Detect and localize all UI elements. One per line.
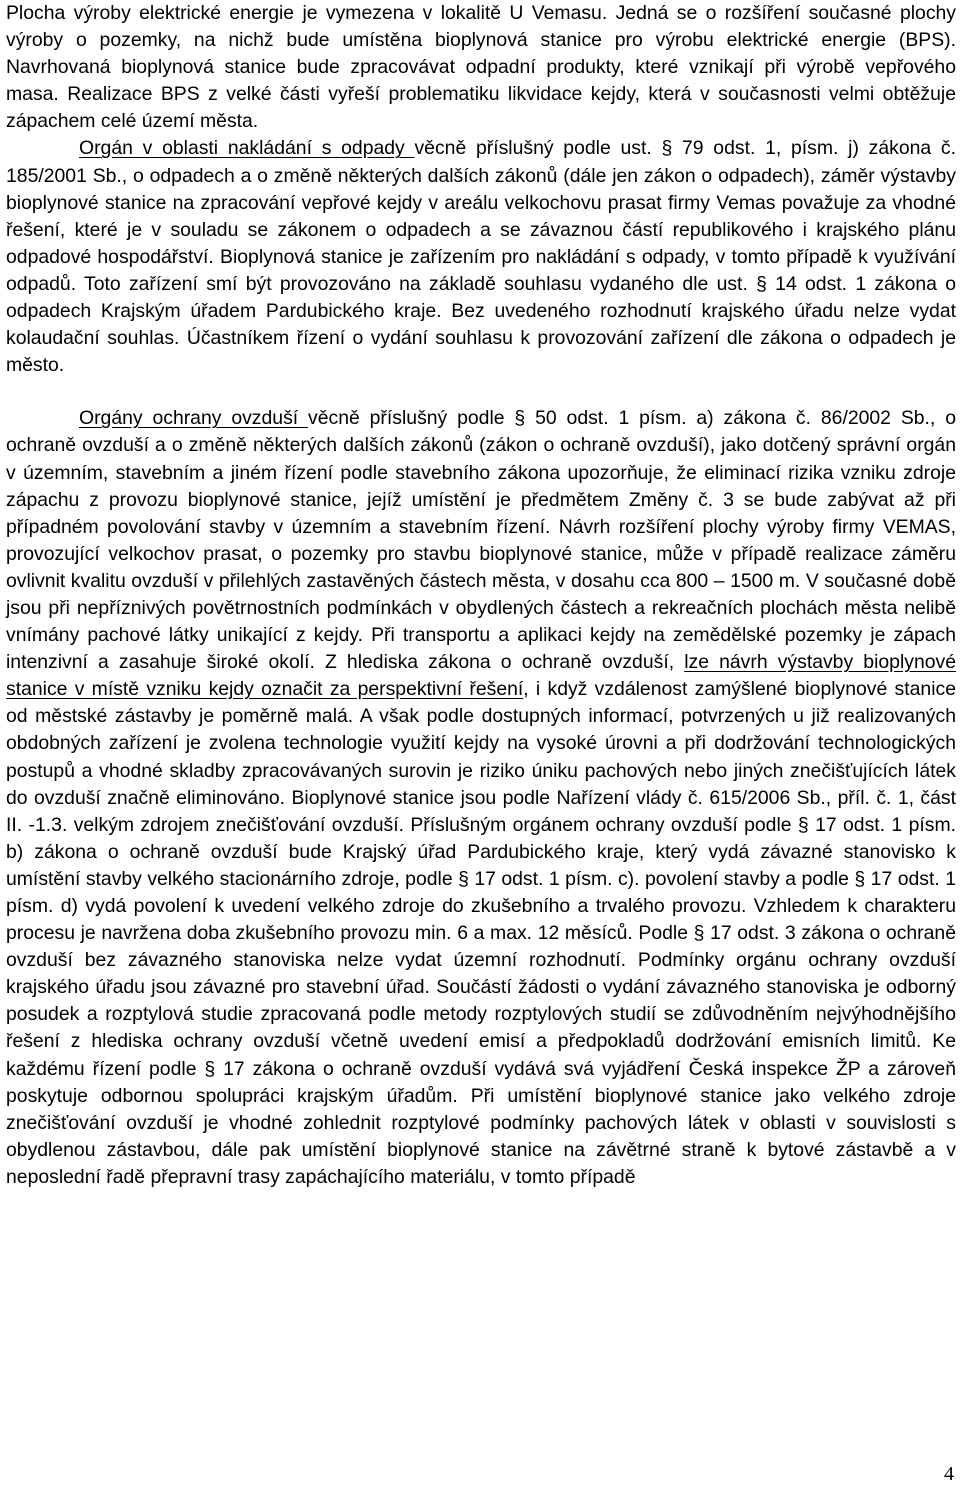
paragraph-text: věcně příslušný podle ust. § 79 odst. 1, písm. j) zákona č. 185/2001 Sb., o odpadech a o změně některých dalších zákonů (dále jen zákon o odpadech), záměr výstavby bioplynové stanice na zpracování vepřové kejdy v areálu velkochovu prasat firmy Vemas považuje za vhodné řešení, které je v souladu se zákonem o odpadech a se závaznou částí republikového i krajského plánu odpadové hospodářství. Bioplynová stanice je zařízením pro nakládání s odpady, v tomto případě k využívání odpadů. Toto zařízení smí být provozováno na základě souhlasu vydaného dle ust. § 14 odst. 1 zákona o odpadech Krajským úřadem Pardubického kraje. Bez uvedeného rozhodnutí krajského úřadu nelze vydat kolaudační souhlas. Účastníkem řízení o vydání souhlasu k provozování zařízení dle zákona o odpadech je město.	[6, 137, 956, 377]
paragraph-text: , i když vzdálenost zamýšlené bioplynové stanice od městské zástavby je poměrně malá. A však podle dostupných informací, potvrzených u již realizovaných obdobných zařízení je zvolena technologie využití kejdy na vysoké úrovni a při dodržování technologických postupů a vhodné skladby zpracovávaných surovin je riziko úniku pachových nebo jiných znečišťujících látek do ovzduší značně eliminováno. Bioplynové stanice jsou podle Nařízení vlády č. 615/2006 Sb., příl. č. 1, část II. -1.3. velkým zdrojem znečišťování ovzduší. Příslušným orgánem ochrany ovzduší podle § 17 odst. 1 písm. b) zákona o ochraně ovzduší bude Krajský úřad Pardubického kraje, který vydá závazné stanovisko k umístění stavby velkého stacionárního zdroje, podle § 17 odst. 1 písm. c). povolení stavby a podle § 17 odst. 1 písm. d) vydá povolení k uvedení velkého zdroje do zkušebního a trvalého provozu. Vzhledem k charakteru procesu je navržena doba zkušebního provozu min. 6 a max. 12 měsíců. Podle § 17 odst. 3 zákona o ochraně ovzduší bez závazného stanoviska nelze vydat územní rozhodnutí. Podmínky orgánu ochrany ovzduší krajského úřadu jsou závazné pro stavební úřad. Součástí žádosti o vydání závazného stanoviska je odborný posudek a rozptylová studie zpracovaná podle metody rozptylových studií se zdůvodněním nejvýhodnějšího řešení z hlediska ochrany ovzduší včetně uvedení emisí a předpokladů dodržování emisních limitů. Ke každému řízení podle § 17 zákona o ochraně ovzduší vydává svá vyjádření Česká inspekce ŽP a zároveň poskytuje odbornou spolupráci krajským úřadům. Při umístění bioplynové stanice jako velkého zdroje znečišťování ovzduší je vhodné zohlednit rozptylové podmínky pachových látek v oblasti v souvislosti s obydlenou zástavbou, dále pak umístění bioplynové stanice na závětrné straně k bytové zástavbě a v neposlední řadě přepravní trasy zapáchajícího materiálu, v tomto případě	[6, 678, 956, 1188]
section-heading-ovzdusi: Orgány ochrany ovzduší	[79, 407, 309, 430]
document-page	[6, 0, 956, 1191]
paragraph-ovzdusi	[6, 405, 956, 1191]
paragraph-text: věcně příslušný podle § 50 odst. 1 písm. a) zákona č. 86/2002 Sb., o ochraně ovzduší a o změně některých dalších zákonů (zákon o ochraně ovzduší), jako dotčený správní orgán v územním, stavebním a jiném řízení podle stavebního zákona upozorňuje, že eliminací rizika vzniku zdroje zápachu z provozu bioplynové stanice, jejíž umístění je předmětem Změny č. 3 se bude zabývat až při případném povolování stavby v územním a stavebním řízení. Návrh rozšíření plochy výroby firmy VEMAS, provozující velkochov prasat, o pozemky pro stavbu bioplynové stanice, může v případě realizace záměru ovlivnit kvalitu ovzduší v přilehlých zastavěných částech města, v dosahu cca 800 – 1500 m. V současné době jsou při nepříznivých povětrnostních podmínkách v obydlených částech a rekreačních plochách města nelibě vnímány pachové látky unikající z kejdy. Při transportu a aplikaci kejdy na zemědělské pozemky je zápach intenzivní a zasahuje široké okolí. Z hlediska zákona o ochraně ovzduší,	[6, 407, 956, 674]
paragraph-text: Plocha výroby elektrické energie je vymezena v lokalitě U Vemasu. Jedná se o rozšíření současné plochy výroby o pozemky, na nichž bude umístěna bioplynová stanice pro výrobu elektrické energie (BPS). Navrhovaná bioplynová stanice bude zpracovávat odpadní produkty, které vznikají při výrobě vepřového masa. Realizace BPS z velké části vyřeší problematiku likvidace kejdy, která v současnosti velmi obtěžuje zápachem celé území města.	[6, 2, 956, 133]
underlined-conclusion: lze návrh výstavby bioplynové stanice v místě vzniku kejdy označit za perspektivní řešení	[6, 651, 956, 701]
paragraph-plocha-vyroby	[6, 0, 956, 135]
page-number: 4	[944, 1463, 954, 1485]
paragraph-odpady	[6, 135, 956, 379]
section-heading-odpady: Orgán v oblasti nakládání s odpady	[79, 137, 415, 160]
